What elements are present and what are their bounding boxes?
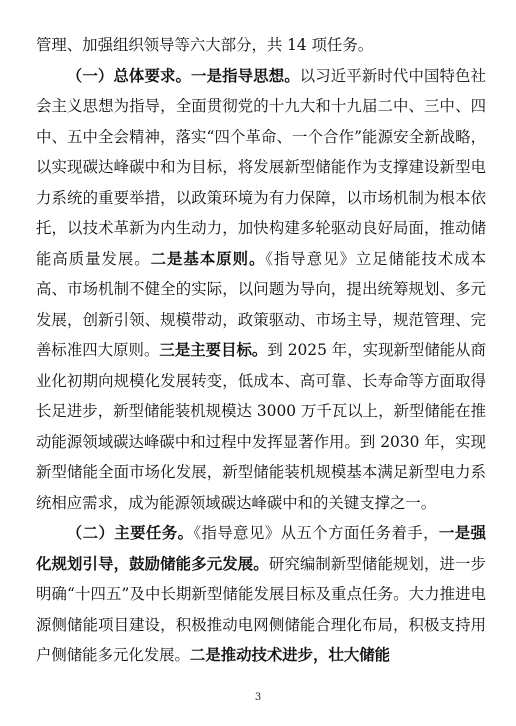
bold-text-run: 一是强化规划引导，鼓励储能多元发展。 [36, 524, 486, 573]
paragraph [36, 30, 486, 61]
page-number: 3 [254, 692, 262, 703]
paragraph [36, 61, 486, 519]
text-run: 到 2025 年，实现新型储能从商业化初期向规模化发展转变，低成本、高可靠、长寿命等方面取得长足进步，新型储能装机规模达 3000 万千瓦以上，新型储能在推动能源领域碳达峰碳中和过程中发挥显著作用。到 2030 年，实现新型储能全面市场化发展，新型储能装机规模基本满足新型电力系统相应需求，成为能源领域碳达峰碳中和的关键支撑之一。 [36, 341, 486, 512]
text-run: 以习近平新时代中国特色社会主义思想为指导，全面贯彻党的十九大和十九届二中、三中、四中、五中全会精神，落实“四个革命、一个合作”能源安全新战略，以实现碳达峰碳中和为目标，将发展新型储能作为支撑建设新型电力系统的重要举措，以政策环境为有力保障，以市场机制为根本依托，以技术革新为内生动力，加快构建多轮驱动良好局面，推动储能高质量发展。 [36, 66, 486, 268]
bold-text-run: （二）主要任务。 [66, 524, 194, 542]
bold-text-run: 三是主要目标。 [159, 341, 268, 359]
text-run: 《指导意见》从五个方面任务着手， [193, 524, 439, 542]
bold-text-run: 二是基本原则。 [150, 249, 266, 268]
text-run: 《指导意见》立足储能技术成本高、市场机制不健全的实际，以问题为导向，提出统筹规划、多元发展，创新引领、规模带动，政策驱动、市场主导，规范管理、完善标准四大原则。 [36, 249, 486, 359]
bold-text-run: 二是推动技术进步，壮大储能 [189, 646, 391, 664]
bold-text-run: （一）总体要求。一是指导思想。 [66, 66, 300, 85]
text-run: 管理、加强组织领导等六大部分，共 14 项任务。 [36, 36, 374, 54]
text-run: 研究编制新型储能规划，进一步明确“十四五”及中长期新型储能发展目标及重点任务。大力推进电源侧储能项目建设，积极推动电网侧储能合理化布局，积极支持用户侧储能多元化发展。 [36, 554, 486, 664]
body-text [36, 30, 486, 671]
paragraph [36, 518, 486, 671]
